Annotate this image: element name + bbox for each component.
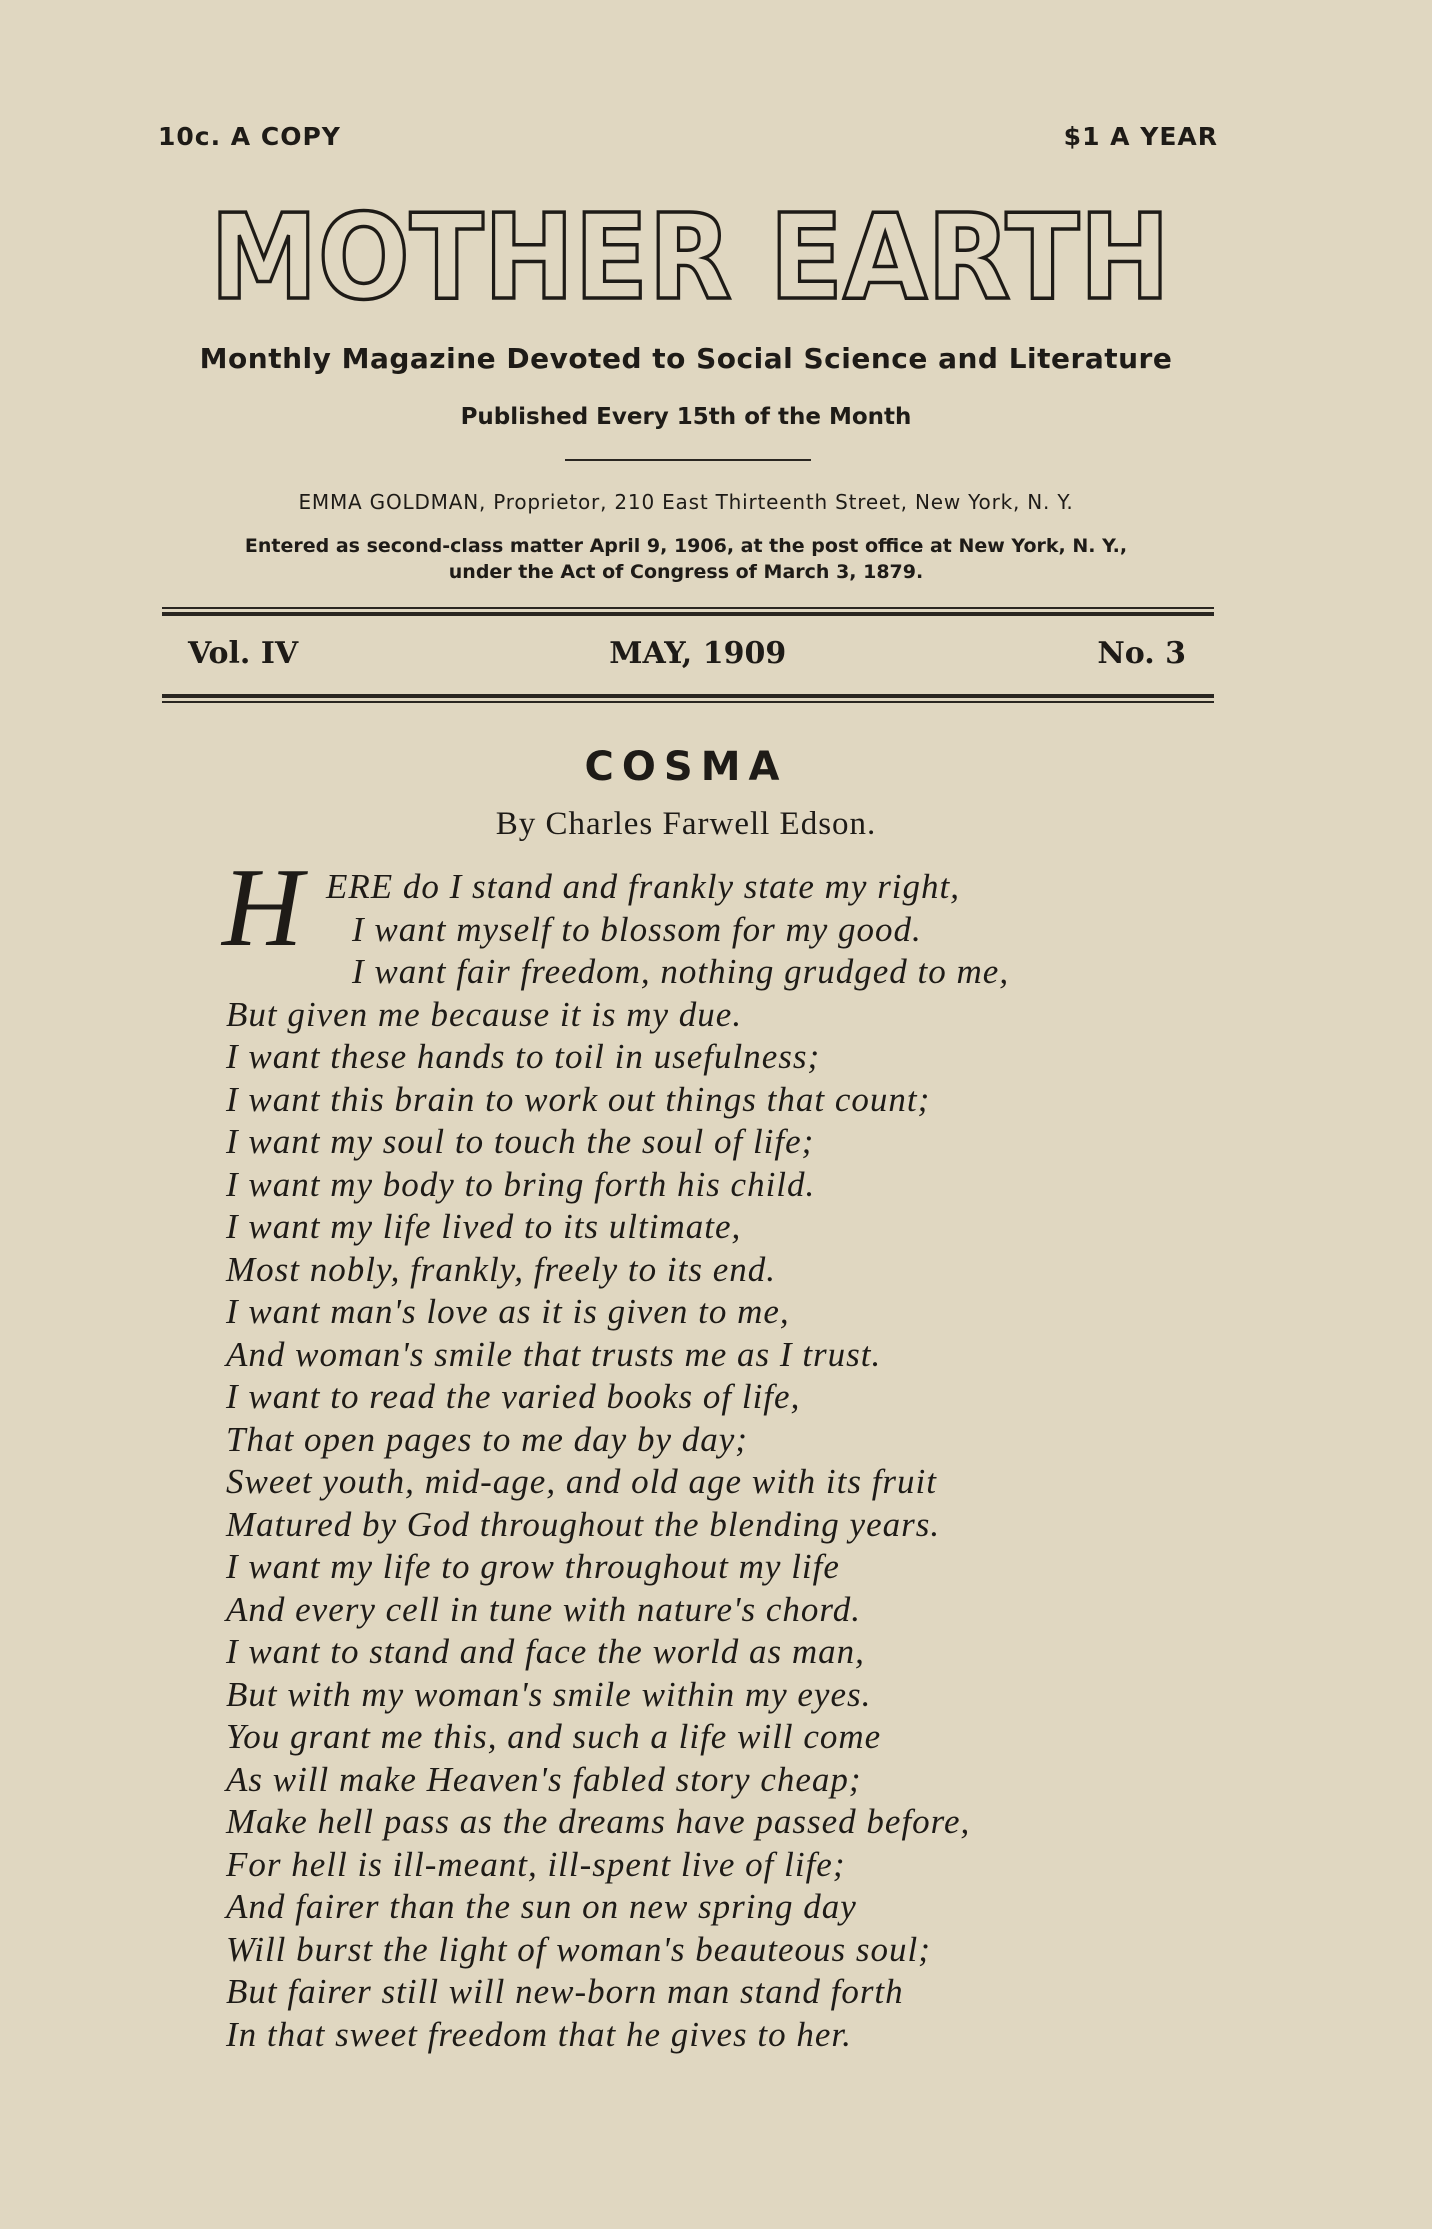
entry-notice-line-2: under the Act of Congress of March 3, 1879. [448,561,924,583]
top-rule-2 [162,612,1214,616]
poem-byline: By Charles Farwell Edson. [495,806,877,842]
poem-line: I want to stand and face the world as man, [226,1632,865,1671]
poem-line: ERE do I stand and frankly state my right, [326,867,961,906]
poem-line: Make hell pass as the dreams have passed before, [226,1802,971,1841]
poem-line: Will burst the light of woman's beauteous soul; [226,1929,931,1969]
short-divider [565,459,811,461]
price-per-year: $1 A YEAR [1063,122,1218,151]
poem-line: And fairer than the sun on new spring day [226,1887,857,1926]
poem-line: Most nobly, frankly, freely to its end. [226,1249,776,1289]
price-line [158,122,1218,151]
poem-line: I want these hands to toil in usefulness; [226,1037,821,1076]
poem-line: Matured by God throughout the blending years. [226,1504,941,1544]
price-per-copy: 10c. A COPY [158,122,341,151]
masthead [200,166,1180,316]
proprietor-line: EMMA GOLDMAN, Proprietor, 210 East Thirteenth Street, New York, N. Y. [298,490,1074,514]
poem-line: I want my body to bring forth his child. [226,1164,816,1204]
drop-cap: H [222,846,303,970]
poem-line: In that sweet freedom that he gives to her. [226,2014,852,2054]
bottom-rule-2 [162,701,1214,703]
poem-line: I want man's love as it is given to me, [226,1292,790,1331]
volume-label: Vol. IV [188,636,299,671]
masthead-title: MOTHER EARTH [210,188,1170,316]
poem-line: But given me because it is my due. [226,994,743,1034]
poem-line: And every cell in tune with nature's chord. [226,1589,861,1629]
poem-line: But with my woman's smile within my eyes. [226,1674,872,1714]
entry-notice [150,533,1222,585]
poem-line: I want my life lived to its ultimate, [226,1207,742,1246]
magazine-subtitle: Monthly Magazine Devoted to Social Science and Literature [199,342,1173,375]
poem-line: I want my soul to touch the soul of life; [226,1122,815,1161]
poem-line: I want fair freedom, nothing grudged to me, [352,952,1010,991]
poem-line: And woman's smile that trusts me as I trust. [226,1334,882,1374]
entry-notice-line-1: Entered as second-class matter April 9, 1906, at the post office at New York, N. Y., [244,535,1128,557]
poem-line: That open pages to me day by day; [226,1419,748,1459]
publication-schedule: Published Every 15th of the Month [460,404,912,430]
bottom-rule-1 [162,694,1214,698]
poem-line: I want to read the varied books of life, [226,1377,801,1416]
issue-bar [188,636,1186,671]
poem-line: Sweet youth, mid-age, and old age with its fruit [226,1462,938,1501]
poem-line: I want my life to grow throughout my life [226,1547,840,1586]
poem-line: I want myself to blossom for my good. [352,909,922,949]
poem-line: As will make Heaven's fabled story cheap; [226,1759,862,1799]
issue-number: No. 3 [1097,636,1186,671]
poem-title: COSMA [584,744,788,790]
masthead-logo [200,166,1180,316]
poem-line: But fairer still will new-born man stand forth [226,1972,904,2011]
poem-body [226,866,1009,2056]
poem-line: I want this brain to work out things that count; [226,1079,931,1119]
poem-line: You grant me this, and such a life will come [226,1717,882,1756]
issue-date: MAY, 1909 [609,636,787,671]
top-rule-1 [162,607,1214,609]
poem-line: For hell is ill-meant, ill-spent live of life; [226,1844,846,1884]
